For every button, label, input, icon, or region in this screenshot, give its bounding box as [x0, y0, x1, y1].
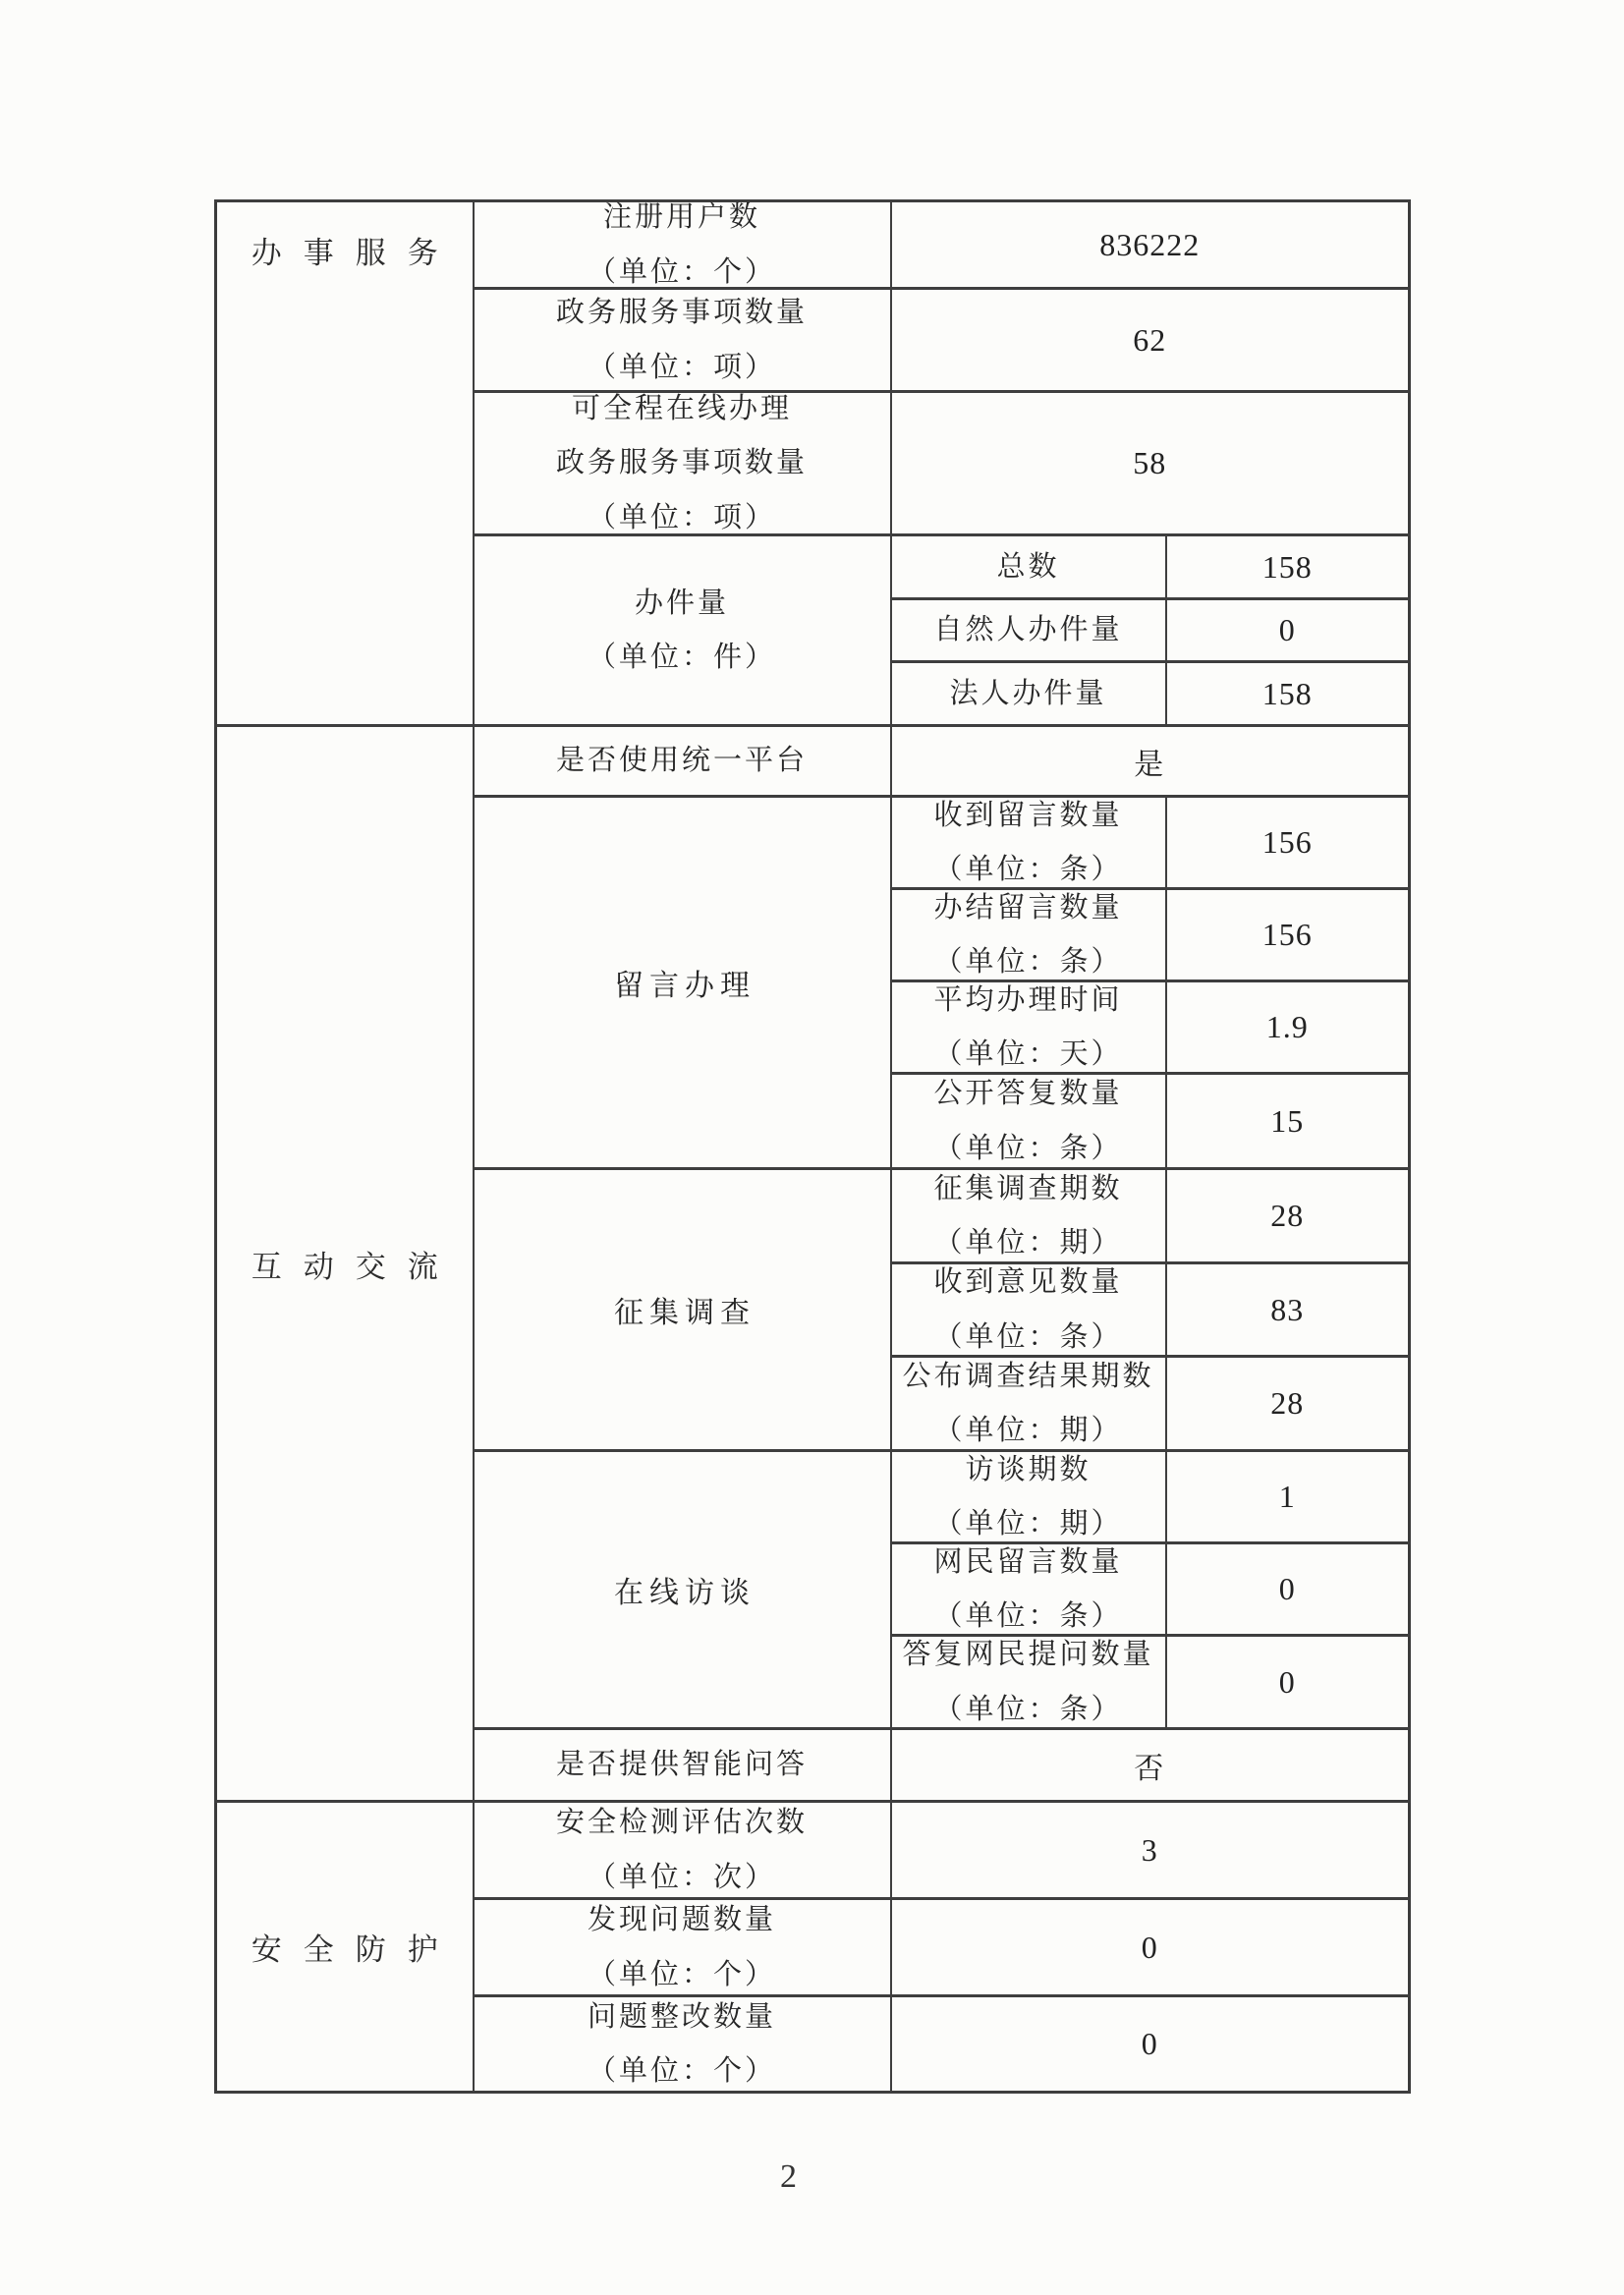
row-label: 答复网民提问数量	[902, 1639, 1154, 1671]
value-cell-handled-legal: 158	[1166, 662, 1410, 726]
row-label: 法人办件量	[949, 677, 1107, 709]
value-cell-msg-completed: 156	[1166, 889, 1410, 981]
group-cell-message-handling: 留言办理	[474, 797, 891, 1169]
group-cell-survey: 征集调查	[474, 1169, 891, 1451]
row-label: 公开答复数量	[933, 1078, 1123, 1110]
label-cell-survey-opinions	[891, 1263, 1166, 1357]
label-cell-smart-qa	[474, 1729, 891, 1802]
label-cell-service-items	[474, 289, 891, 392]
label-cell-security-checks	[474, 1802, 891, 1899]
value-cell-survey-opinions: 83	[1166, 1263, 1410, 1357]
label-cell-survey-periods	[891, 1169, 1166, 1263]
row-unit: （单位：条）	[933, 1320, 1123, 1353]
label-cell-msg-avg-time	[891, 981, 1166, 1074]
value-cell-msg-public-reply: 15	[1166, 1074, 1410, 1169]
row-label: 办结留言数量	[933, 891, 1123, 924]
label-cell-registered-users	[474, 201, 891, 289]
row-label: 征集调查期数	[933, 1172, 1123, 1204]
value-cell-msg-received: 156	[1166, 797, 1410, 889]
value-cell-handled-total: 158	[1166, 535, 1410, 599]
row-unit: （单位：条）	[933, 1693, 1123, 1725]
value-cell-registered-users: 836222	[891, 201, 1410, 289]
table-row	[216, 201, 1410, 289]
label-cell-interview-replies	[891, 1636, 1166, 1729]
row-unit: （单位：条）	[933, 1132, 1123, 1164]
row-label: 可全程在线办理	[571, 392, 792, 424]
label-cell-msg-completed	[891, 889, 1166, 981]
row-label: 公布调查结果期数	[902, 1360, 1154, 1392]
row-label: 自然人办件量	[933, 614, 1123, 646]
row-label: 收到意见数量	[933, 1266, 1123, 1299]
row-unit: （单位：个）	[587, 255, 776, 288]
row-unit: （单位：次）	[587, 1861, 776, 1893]
annual-report-table	[214, 199, 1411, 2094]
row-unit: （单位：期）	[933, 1508, 1123, 1539]
group-unit: （单位：件）	[587, 642, 776, 673]
value-cell-survey-periods: 28	[1166, 1169, 1410, 1263]
value-cell-interview-replies: 0	[1166, 1636, 1410, 1729]
value-cell-handled-natural: 0	[1166, 599, 1410, 662]
label-cell-interview-periods	[891, 1451, 1166, 1543]
label-cell-interview-messages	[891, 1543, 1166, 1636]
label-cell-unified-platform	[474, 726, 891, 797]
row-unit: （单位：条）	[933, 854, 1123, 885]
row-label: 是否提供智能问答	[555, 1749, 808, 1781]
table-row	[216, 726, 1410, 797]
row-label: 网民留言数量	[933, 1545, 1123, 1578]
value-cell-msg-avg-time: 1.9	[1166, 981, 1410, 1074]
label-cell-handled-natural	[891, 599, 1166, 662]
value-cell-interview-periods: 1	[1166, 1451, 1410, 1543]
value-cell-online-items: 58	[891, 392, 1410, 535]
row-label: 安全检测评估次数	[555, 1807, 808, 1839]
value-cell-problems-fixed: 0	[891, 1996, 1410, 2093]
group-cell-handled-volume	[474, 535, 891, 726]
category-cell-service: 办事服务	[216, 201, 474, 726]
category-cell-security: 安全防护	[216, 1802, 474, 2093]
value-cell-service-items: 62	[891, 289, 1410, 392]
label-cell-msg-public-reply	[891, 1074, 1166, 1169]
row-unit: （单位：个）	[587, 2055, 776, 2087]
value-cell-smart-qa: 否	[891, 1729, 1410, 1802]
row-unit: （单位：期）	[933, 1227, 1123, 1259]
group-cell-interview: 在线访谈	[474, 1451, 891, 1729]
value-cell-unified-platform: 是	[891, 726, 1410, 797]
row-unit: （单位：项）	[587, 351, 776, 383]
label-cell-handled-legal	[891, 662, 1166, 726]
row-label: 平均办理时间	[933, 983, 1123, 1016]
row-label: 访谈期数	[965, 1453, 1092, 1485]
row-unit: （单位：期）	[933, 1415, 1123, 1446]
table-row	[216, 1802, 1410, 1899]
row-label: 问题整改数量	[587, 2000, 776, 2033]
category-cell-interaction: 互动交流	[216, 726, 474, 1802]
row-unit: （单位：条）	[933, 946, 1123, 978]
value-cell-security-checks: 3	[891, 1802, 1410, 1899]
page-number: 2	[780, 2158, 797, 2195]
row-unit: （单位：天）	[933, 1038, 1123, 1070]
label-cell-problems-fixed	[474, 1996, 891, 2093]
row-label: 政务服务事项数量	[555, 447, 808, 479]
value-cell-problems-found: 0	[891, 1899, 1410, 1996]
row-label: 政务服务事项数量	[555, 297, 808, 329]
row-label: 总数	[996, 550, 1060, 583]
label-cell-problems-found	[474, 1899, 891, 1996]
row-label: 注册用户数	[602, 201, 760, 234]
row-unit: （单位：条）	[933, 1600, 1123, 1632]
label-cell-survey-results	[891, 1357, 1166, 1451]
row-unit: （单位：项）	[587, 501, 776, 533]
label-cell-online-items	[474, 392, 891, 535]
label-cell-handled-total	[891, 535, 1166, 599]
row-label: 是否使用统一平台	[555, 745, 808, 777]
row-unit: （单位：个）	[587, 1958, 776, 1990]
value-cell-survey-results: 28	[1166, 1357, 1410, 1451]
value-cell-interview-messages: 0	[1166, 1543, 1410, 1636]
label-cell-msg-received	[891, 797, 1166, 889]
row-label: 收到留言数量	[933, 799, 1123, 831]
row-label: 发现问题数量	[587, 1904, 776, 1936]
group-label: 办件量	[634, 587, 729, 619]
